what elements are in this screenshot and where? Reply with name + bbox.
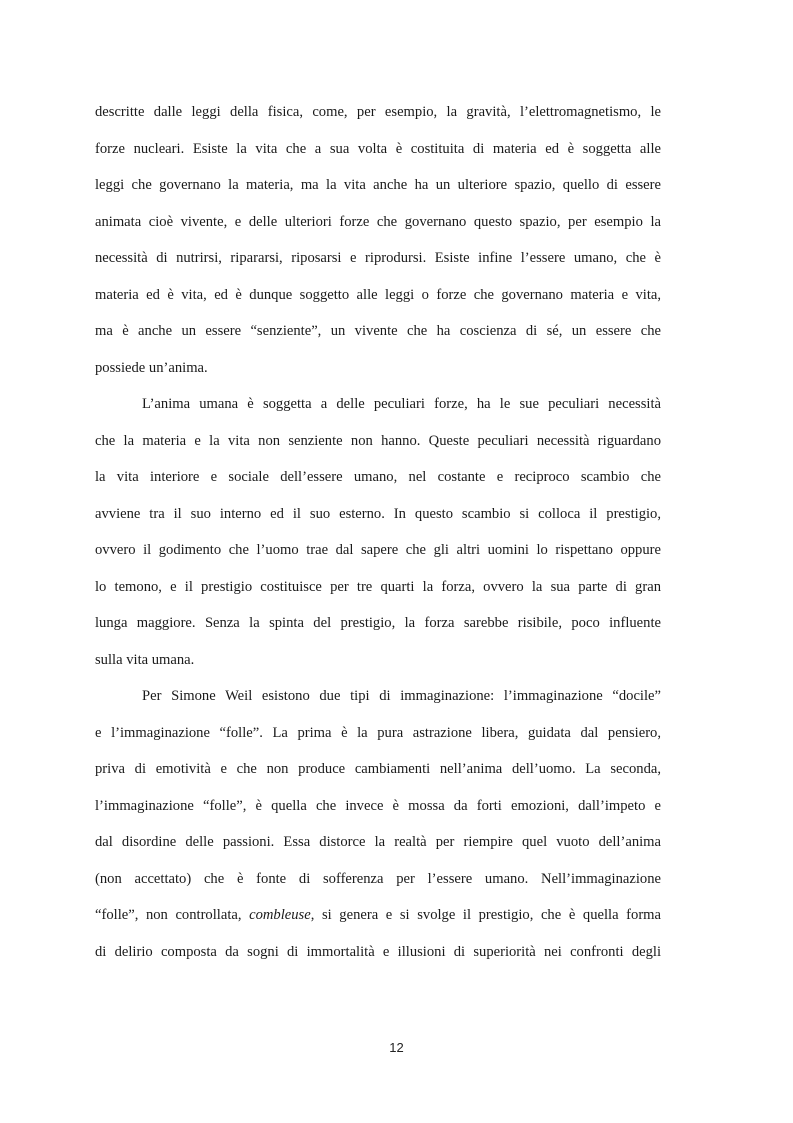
text-line: priva di emotività e che non produce cambiamenti nell’anima dell’uomo. La seconda, [95,761,661,777]
italic-term: combleuse [249,907,311,923]
text-line: (non accettato) che è fonte di sofferenza per l’essere umano. Nell’immaginazione [95,870,661,887]
paragraph-2 [95,386,661,678]
text-line-with-italic [95,897,661,934]
page-number: 12 [389,1040,404,1055]
paragraph-3 [95,678,661,970]
text-line: animata cioè vivente, e delle ulteriori forze che governano questo spazio, per esempio la [95,213,661,230]
text-line: lo temono, e il prestigio costituisce per tre quarti la forza, ovvero la sua parte di gran [95,578,661,595]
text-line: L’anima umana è soggetta a delle peculiari forze, ha le sue peculiari necessità [142,396,661,412]
text-line: l’immaginazione “folle”, è quella che invece è mossa da forti emozioni, dall’impeto e [95,797,661,814]
text-fragment: , si genera e si svolge il prestigio, che è quella forma [310,907,662,923]
text-line: lunga maggiore. Senza la spinta del prestigio, la forza sarebbe risibile, poco influente [95,615,661,631]
text-line: ovvero il godimento che l’uomo trae dal sapere che gli altri uomini lo rispettano oppure [95,542,661,558]
text-line: ma è anche un essere “senziente”, un vivente che ha coscienza di sé, un essere che [95,323,661,339]
text-line: di delirio composta da sogni di immortalità e illusioni di superiorità nei confronti degli [95,943,661,960]
text-fragment: “folle”, non controllata, [95,907,250,923]
text-line: avviene tra il suo interno ed il suo esterno. In questo scambio si colloca il prestigio, [95,505,661,522]
text-line: la vita interiore e sociale dell’essere umano, nel costante e reciproco scambio che [95,469,661,485]
text-line: descritte dalle leggi della fisica, come, per esempio, la gravità, l’elettromagnetismo, le [95,104,661,120]
paragraph-1 [95,94,661,386]
text-line: e l’immaginazione “folle”. La prima è la pura astrazione libera, guidata dal pensiero, [95,724,661,741]
text-line: leggi che governano la materia, ma la vita anche ha un ulteriore spazio, quello di essere [95,177,661,193]
text-line: Per Simone Weil esistono due tipi di immaginazione: l’immaginazione “docile” [142,688,661,704]
body-text [95,94,661,970]
text-line: che la materia e la vita non senziente non hanno. Queste peculiari necessità riguardano [95,432,661,449]
text-line: sulla vita umana. [95,651,195,668]
text-line: forze nucleari. Esiste la vita che a sua volta è costituita di materia ed è soggetta alle [95,140,661,157]
text-line: necessità di nutrirsi, ripararsi, riposarsi e riprodursi. Esiste infine l’essere umano, che è [95,250,661,266]
text-line: possiede un’anima. [95,359,208,376]
text-line: materia ed è vita, ed è dunque soggetto alle leggi o forze che governano materia e vita, [95,286,661,303]
text-line: dal disordine delle passioni. Essa distorce la realtà per riempire quel vuoto dell’anima [95,834,661,850]
